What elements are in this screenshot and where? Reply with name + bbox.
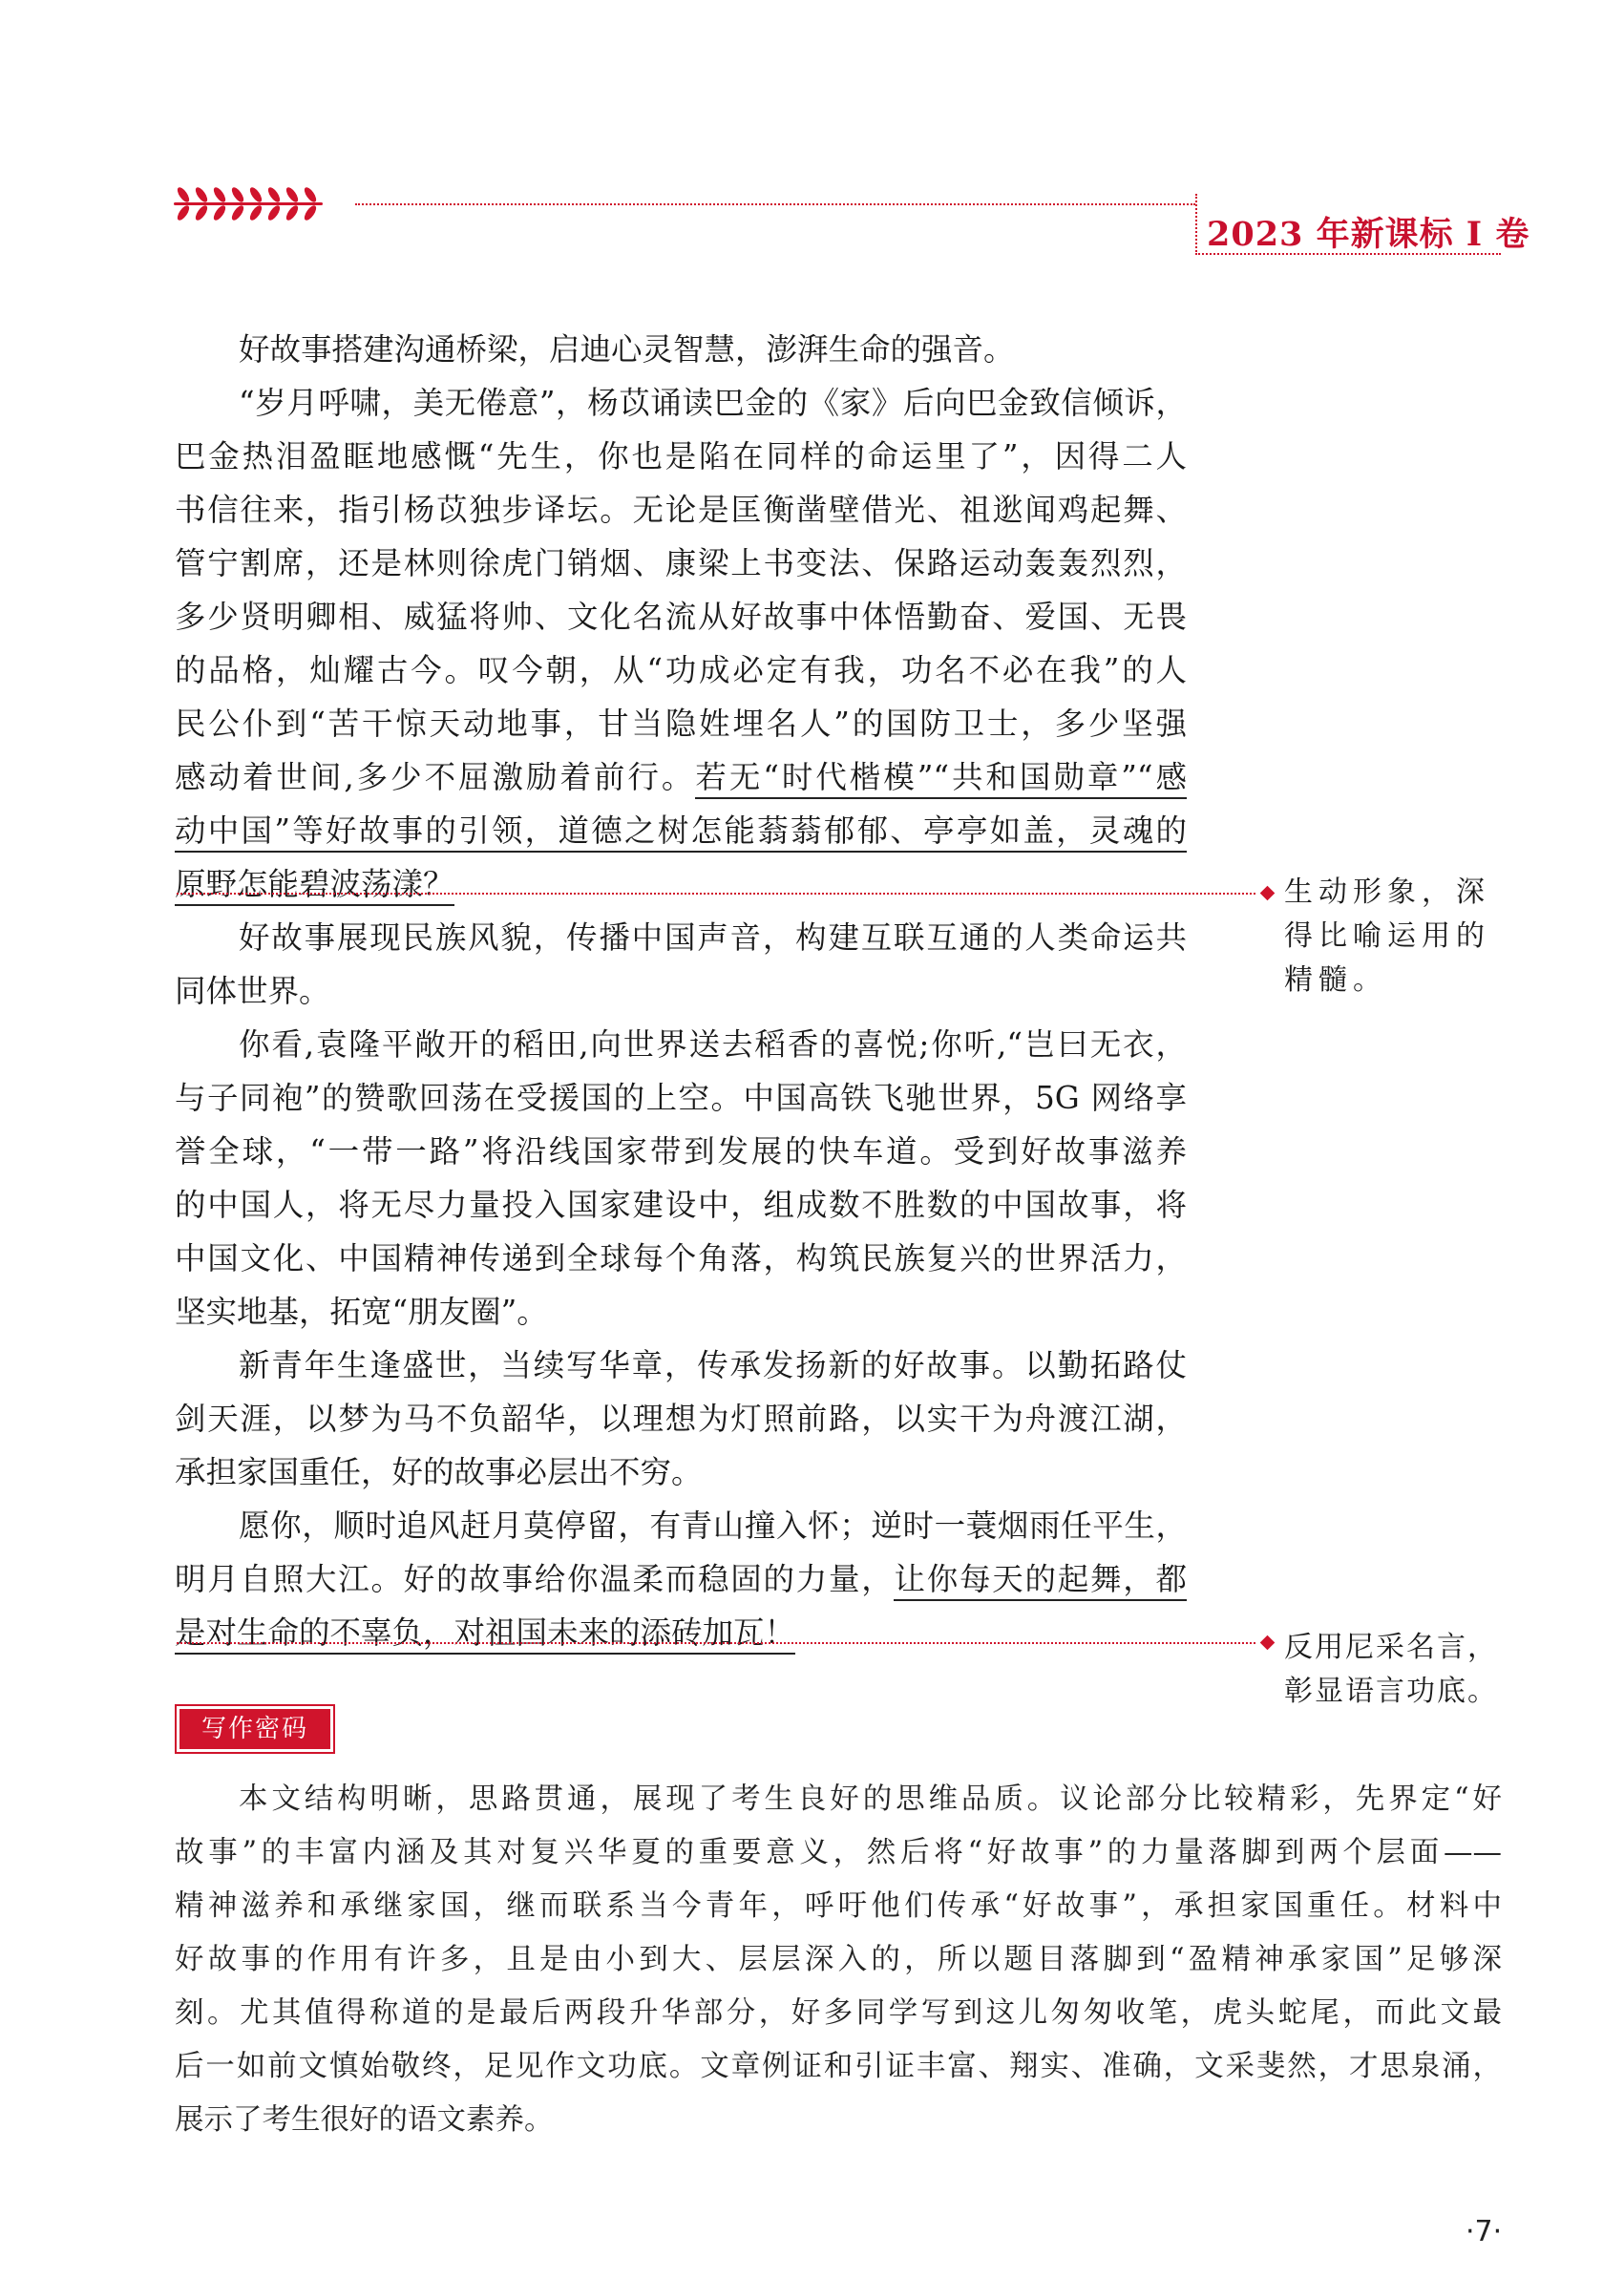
annotation-line: 反用尼采名言，: [1284, 1631, 1498, 1664]
essay-line: [175, 1608, 1187, 1657]
essay-line: 好故事搭建沟通桥梁，启迪心灵智慧，澎湃生命的强音。: [239, 331, 1015, 368]
annotation-line: 彰显语言功底。: [1284, 1675, 1498, 1708]
page-number: ·7·: [1466, 2215, 1503, 2248]
essay-line: “岁月呼啸，美无倦意”，杨苡诵读巴金的《家》后向巴金致信倾诉，: [239, 385, 1187, 421]
essay-line: 管宁割席，还是林则徐虎门销烟、康梁上书变法、保路运动轰轰烈烈，: [175, 545, 1187, 581]
essay-line: [175, 752, 1187, 802]
laurel-ornament-icon: [170, 183, 328, 225]
essay-line: [175, 806, 1187, 855]
underlined-segment: 动中国”等好故事的引领，道德之树怎能蓊蓊郁郁、亭亭如盖，灵魂的: [175, 812, 1187, 853]
annotation-line: 生动形象，深: [1284, 875, 1490, 909]
essay-line: 与子同袍”的赞歌回荡在受援国的上空。中国高铁飞驰世界，5G 网络享: [175, 1080, 1187, 1116]
essay-line: 的品格，灿耀古今。叹今朝，从“功成必定有我，功名不必在我”的人: [175, 652, 1187, 688]
page-title: 2023 年新课标 I 卷: [1207, 215, 1530, 254]
essay-line: 书信往来，指引杨苡独步译坛。无论是匡衡凿壁借光、祖逖闻鸡起舞、: [175, 492, 1187, 528]
underlined-segment: 让你每天的起舞，都: [894, 1561, 1187, 1601]
essay-line: 巴金热泪盈眶地感慨“先生，你也是陷在同样的命运里了”，因得二人: [175, 438, 1187, 475]
essay-line: 新青年生逢盛世，当续写华章，传承发扬新的好故事。以勤拓路仗: [239, 1347, 1187, 1383]
underlined-segment: 原野怎能碧波荡漾？: [175, 866, 454, 906]
writing-key-label: 写作密码: [179, 1709, 330, 1749]
annotation-leader-line: [177, 1642, 1255, 1644]
header-dotted-rule: [355, 203, 1195, 205]
essay-line: 中国文化、中国精神传递到全球每个角落，构筑民族复兴的世界活力，: [175, 1240, 1187, 1276]
essay-line: 剑天涯，以梦为马不负韶华，以理想为灯照前路，以实干为舟渡江湖，: [175, 1401, 1187, 1437]
comment-line: 展示了考生很好的语文素养。: [175, 2103, 554, 2137]
essay-line: 的中国人，将无尽力量投入国家建设中，组成数不胜数的中国故事，将: [175, 1187, 1187, 1223]
comment-line: 后一如前文慎始敬终，足见作文功底。文章例证和引证丰富、翔实、准确，文采斐然，才思泉涌，: [175, 2050, 1502, 2083]
comment-line: 精神滋养和承继家国，继而联系当今青年，呼吁他们传承“好故事”，承担家国重任。材料中: [175, 1889, 1502, 1923]
annotation-leader-line: [177, 893, 1255, 895]
essay-segment: 感动着世间,多少不屈激励着前行。: [175, 759, 696, 795]
essay-line: 民公仆到“苦干惊天动地事，甘当隐姓埋名人”的国防卫士，多少坚强: [175, 706, 1187, 742]
comment-line: 本文结构明晰，思路贯通，展现了考生良好的思维品质。议论部分比较精彩，先界定“好: [239, 1782, 1502, 1816]
essay-line: 承担家国重任，好的故事必层出不穷。: [175, 1454, 703, 1490]
annotation-line: 精髓。: [1284, 963, 1387, 997]
writing-key-badge: [175, 1704, 335, 1754]
essay-line: [175, 1554, 1187, 1604]
essay-line: 你看,袁隆平敞开的稻田,向世界送去稻香的喜悦;你听,“岂曰无衣，: [239, 1026, 1187, 1063]
essay-line: [175, 859, 1187, 909]
essay-segment: 明月自照大江。好的故事给你温柔而稳固的力量，: [175, 1561, 895, 1597]
diamond-bullet-icon: [1260, 1635, 1276, 1651]
essay-line: 愿你，顺时追风赶月莫停留，有青山撞入怀；逆时一蓑烟雨任平生，: [239, 1508, 1187, 1544]
comment-line: 故事”的丰富内涵及其对复兴华夏的重要意义，然后将“好故事”的力量落脚到两个层面——: [175, 1836, 1502, 1869]
underlined-segment: 是对生命的不辜负，对祖国未来的添砖加瓦！: [175, 1614, 795, 1655]
essay-line: 同体世界。: [175, 973, 330, 1009]
essay-line: 坚实地基，拓宽“朋友圈”。: [175, 1294, 548, 1330]
essay-line: 多少贤明卿相、威猛将帅、文化名流从好故事中体悟勤奋、爱国、无畏: [175, 599, 1187, 635]
comment-line: 好故事的作用有许多，且是由小到大、层层深入的，所以题目落脚到“盈精神承家国”足够深: [175, 1943, 1502, 1976]
essay-line: 誉全球，“一带一路”将沿线国家带到发展的快车道。受到好故事滋养: [175, 1133, 1187, 1170]
essay-line: 好故事展现民族风貌，传播中国声音，构建互联互通的人类命运共: [239, 919, 1187, 956]
diamond-bullet-icon: [1260, 886, 1276, 901]
annotation-line: 得比喻运用的: [1284, 919, 1490, 953]
comment-line: 刻。尤其值得称道的是最后两段升华部分，好多同学写到这儿匆匆收笔，虎头蛇尾，而此文最: [175, 1996, 1502, 2030]
underlined-segment: 若无“时代楷模”“共和国勋章”“感: [695, 759, 1187, 799]
